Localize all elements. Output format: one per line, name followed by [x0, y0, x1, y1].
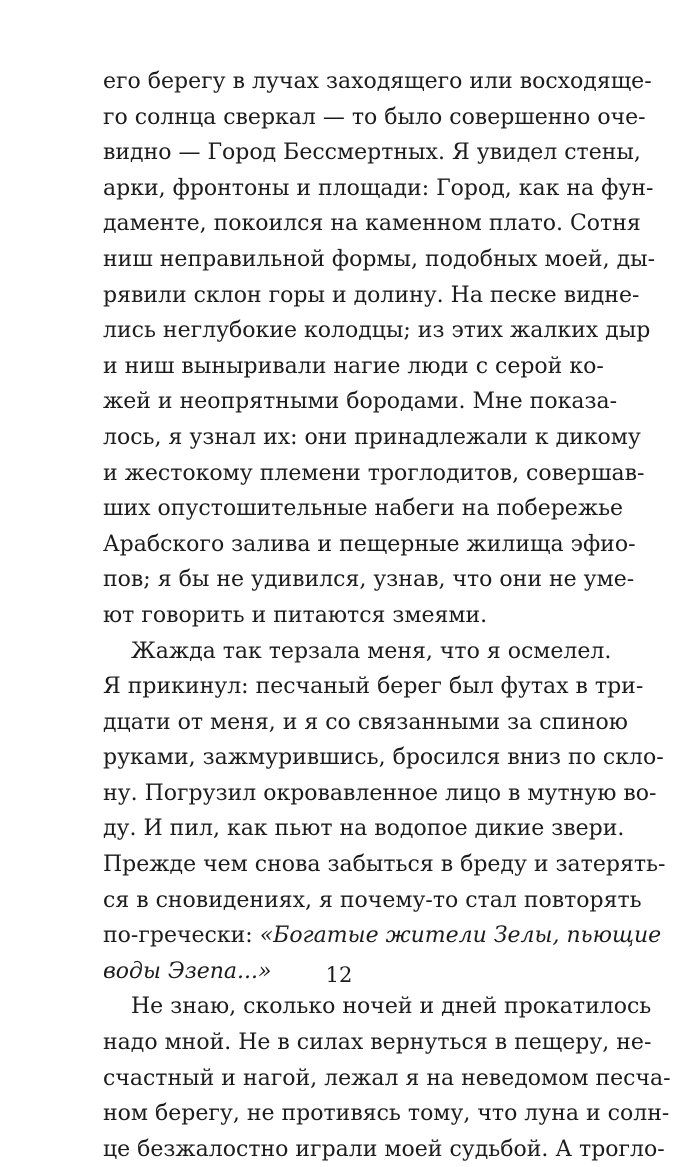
- text-line: це безжалостно играли моей судьбой. А трогло-: [103, 1136, 665, 1162]
- text-line: ном берегу, не противясь тому, что луна и солн-: [103, 1101, 670, 1127]
- paragraph-start-line: Жажда так терзала меня, что я осмелел.: [131, 638, 612, 664]
- text-line: ниш неправильной формы, подобных моей, ды-: [103, 246, 656, 272]
- body-text: [103, 64, 671, 1167]
- text-line: арки, фронтоны и площади: Город, как на фун-: [103, 175, 654, 201]
- text-line: ся в сновидениях, я почему-то стал повторять: [103, 887, 642, 913]
- text-line: Арабского залива и пещерные жилища эфио-: [103, 531, 636, 557]
- text-line: руками, зажмурившись, бросился вниз по скло-: [103, 745, 664, 771]
- paragraph-start-line: Не знаю, сколько ночей и дней прокатилось: [131, 994, 652, 1020]
- text-line: Прежде чем снова забыться в бреду и затерять-: [103, 852, 666, 878]
- italic-quote: «Богатые жители Зелы, пьющие: [259, 923, 662, 949]
- text-span: по-гречески:: [103, 923, 260, 949]
- text-line: ну. Погрузил окровавленное лицо в мутную во-: [103, 780, 657, 806]
- text-line-with-quote: [103, 918, 662, 954]
- text-line: дцати от меня, и я со связанными за спиною: [103, 709, 628, 735]
- text-line: рявили склон горы и долину. На песке видне-: [103, 282, 640, 308]
- text-line: го солнца сверкал — то было совершенно оче-: [103, 104, 646, 130]
- text-line: ших опустошительные набеги на побережье: [103, 496, 624, 522]
- text-line: Я прикинул: песчаный берег был футах в три-: [103, 674, 644, 700]
- text-line: и жестокому племени троглодитов, совершав-: [103, 460, 645, 486]
- text-line: и ниш выныривали нагие люди с серой ко-: [103, 353, 604, 379]
- text-line: ду. И пил, как пьют на водопое дикие звери.: [103, 816, 625, 842]
- text-line: видно — Город Бессмертных. Я увидел стены,: [103, 140, 641, 166]
- text-line: надо мной. Не в силах вернуться в пещеру, не-: [103, 1030, 652, 1056]
- text-line: лись неглубокие колодцы; из этих жалких дыр: [103, 318, 651, 344]
- italic-quote-end: воды Эзепа...»: [103, 958, 272, 984]
- text-line: его берегу в лучах заходящего или восходяще-: [103, 69, 652, 94]
- text-line: жей и неопрятными бородами. Мне показа-: [103, 389, 618, 415]
- text-line: счастный и нагой, лежал я на неведомом песча-: [103, 1065, 671, 1091]
- text-line: лось, я узнал их: они принадлежали к дикому: [103, 424, 641, 450]
- paragraph-end-line: ют говорить и питаются змеями.: [103, 602, 488, 628]
- text-line: пов; я бы не удивился, узнав, что они не уме-: [103, 567, 635, 593]
- page-number: 12: [325, 963, 353, 987]
- text-line: даменте, покоился на каменном плато. Сотня: [103, 211, 641, 237]
